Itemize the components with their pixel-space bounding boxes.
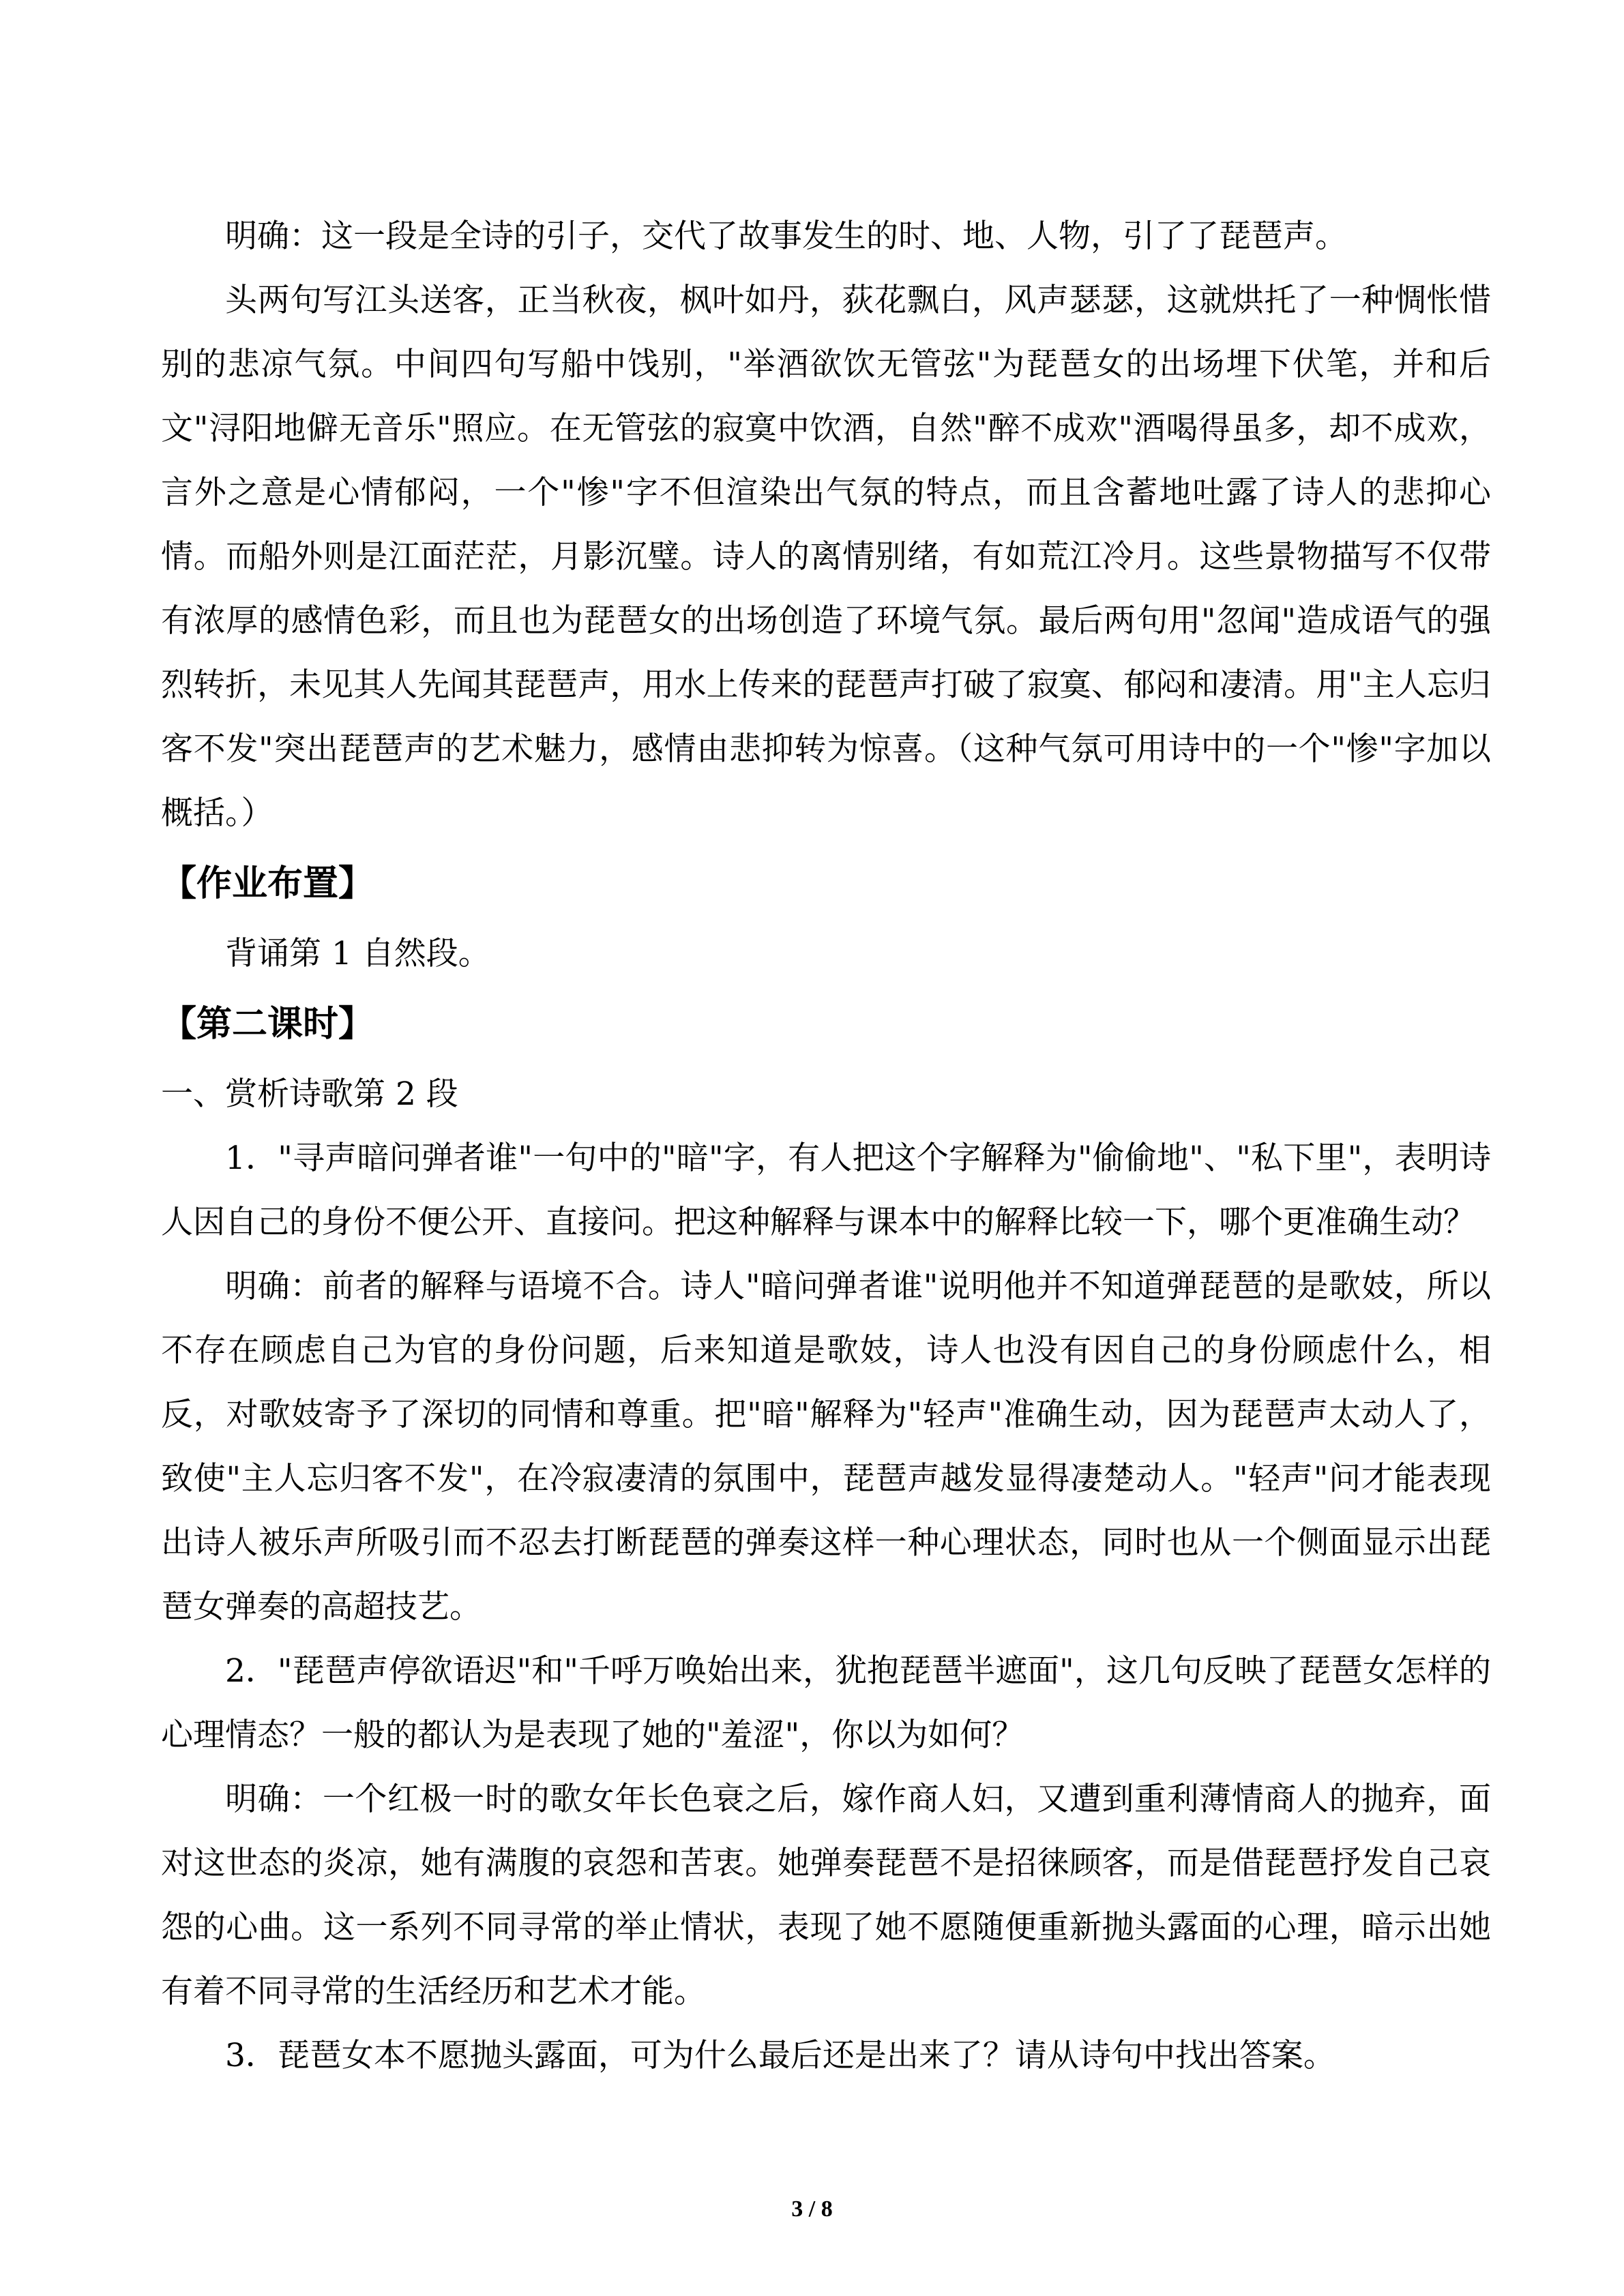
answer-paragraph-intro: 明确：这一段是全诗的引子，交代了故事发生的时、地、人物，引了了琵琶声。: [225, 218, 1347, 255]
analysis-paragraph: 头两句写江头送客，正当秋夜，枫叶如丹，荻花飘白，风声瑟瑟，这就烘托了一种惆怅惜别的悲凉气氛。中间四句写船中饯别，"举酒欲饮无管弦"为琵琶女的出场埋下伏笔，并和后文"浔阳地僻无音乐"照应。在无管弦的寂寞中饮酒，自然"醉不成欢"酒喝得虽多，却不成欢，言外之意是心情郁闷，一个"惨"字不但渲染出气氛的特点，而且含蓄地吐露了诗人的悲抑心情。而船外则是江面茫茫，月影沉璧。诗人的离情别绪，有如荒江冷月。这些景物描写不仅带有浓厚的感情色彩，而且也为琵琶女的出场创造了环境气氛。最后两句用"忽闻"造成语气的强烈转折，未见其人先闻其琵琶声，用水上传来的琵琶声打破了寂寞、郁闷和凄清。用"主人忘归客不发"突出琵琶声的艺术魅力，感情由悲抑转为惊喜。（这种气氛可用诗中的一个"惨"字加以概括。）: [161, 282, 1491, 832]
lesson2-heading: 【第二课时】: [161, 1004, 374, 1045]
question-1: 1．"寻声暗问弹者谁"一句中的"暗"字，有人把这个字解释为"偷偷地"、"私下里"，表明诗人因自己的身份不便公开、直接问。把这种解释与课本中的解释比较一下，哪个更准确生动？: [161, 1139, 1491, 1241]
homework-text: 背诵第 1 自然段。: [225, 935, 490, 972]
question-3: 3．琵琶女本不愿抛头露面，可为什么最后还是出来了？请从诗句中找出答案。: [225, 2037, 1335, 2074]
page-number: 3 / 8: [791, 2196, 833, 2222]
section-title: 一、赏析诗歌第 2 段: [161, 1075, 458, 1113]
answer-2: 明确：一个红极一时的歌女年长色衰之后，嫁作商人妇，又遭到重利薄情商人的抛弃，面对这世态的炎凉，她有满腹的哀怨和苦衷。她弹奏琵琶不是招徕顾客，而是借琵琶抒发自己哀怨的心曲。这一系列不同寻常的举止情状，表现了她不愿随便重新抛头露面的心理，暗示出她有着不同寻常的生活经历和艺术才能。: [161, 1780, 1491, 2010]
answer-1: 明确：前者的解释与语境不合。诗人"暗问弹者谁"说明他并不知道弹琵琶的是歌妓，所以不存在顾虑自己为官的身份问题，后来知道是歌妓，诗人也没有因自己的身份顾虑什么，相反，对歌妓寄予了深切的同情和尊重。把"暗"解释为"轻声"准确生动，因为琵琶声太动人了，致使"主人忘归客不发"，在冷寂凄清的氛围中，琵琶声越发显得凄楚动人。"轻声"问才能表现出诗人被乐声所吸引而不忍去打断琵琶的弹奏这样一种心理状态，同时也从一个侧面显示出琵琶女弹奏的高超技艺。: [161, 1268, 1491, 1626]
question-2: 2．"琵琶声停欲语迟"和"千呼万唤始出来，犹抱琵琶半遮面"，这几句反映了琵琶女怎样的心理情态？一般的都认为是表现了她的"羞涩"，你以为如何？: [161, 1652, 1491, 1754]
homework-heading: 【作业布置】: [161, 863, 374, 904]
page-content: [161, 205, 1491, 2088]
